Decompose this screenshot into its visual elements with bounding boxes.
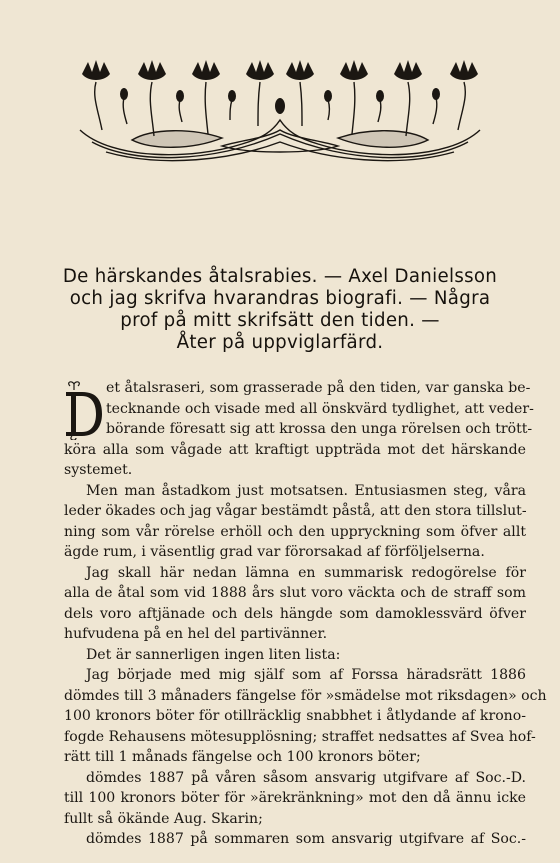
text-line: köra alla som vågade att kraftigt uppträda mot det härskande bbox=[64, 441, 526, 458]
text-line: et åtalsraseri, som grasserade på den tiden, var ganska be- bbox=[106, 380, 531, 396]
text-line: dömdes 1887 på våren såsom ansvarig utgifvare af Soc.-D. bbox=[86, 769, 526, 786]
text-line: börande föresatt sig att krossa den unga rörelsen och trött- bbox=[106, 421, 533, 437]
text-line: leder ökades och jag vågar bestämdt påstå, att den stora tillslut- bbox=[64, 503, 527, 519]
heading-line: De härskandes åtalsrabies. — Axel Danielsson bbox=[62, 266, 498, 287]
text-line: tecknande och visade med all önskvärd tydlighet, att veder- bbox=[106, 400, 534, 417]
text-line: ning som vår rörelse erhöll och den uppryckning som öfver allt bbox=[64, 523, 526, 540]
chapter-heading bbox=[40, 266, 520, 354]
text-line: dömdes till 3 månaders fängelse för »smädelse mot riksdagen» och bbox=[64, 687, 547, 704]
heading-line: Åter på uppviglarfärd. bbox=[176, 332, 384, 353]
text-line: Jag skall här nedan lämna en summarisk redogörelse för bbox=[86, 564, 526, 581]
heading-line: och jag skrifva hvarandras biografi. — Några bbox=[69, 288, 491, 309]
text-line: systemet. bbox=[64, 462, 133, 478]
text-line: dömdes 1887 på sommaren som ansvarig utgifvare af Soc.- bbox=[86, 831, 526, 847]
text-line: Det är sannerligen ingen liten lista: bbox=[86, 646, 341, 663]
water-lily-ornament bbox=[72, 60, 488, 168]
text-line: rätt till 1 månads fängelse och 100 kronors böter; bbox=[64, 749, 421, 765]
body-text bbox=[64, 378, 547, 850]
text-line: dels voro aftjänade och dels hängde som damoklessvärd öfver bbox=[64, 605, 526, 622]
text-line: 100 kronors böter för otillräcklig snabbhet i åtlydande af krono- bbox=[64, 708, 526, 724]
heading-line: prof på mitt skrifsätt den tiden. — bbox=[120, 310, 440, 331]
text-line: Jag började med mig själf som af Forssa häradsrätt 1886 bbox=[86, 667, 526, 683]
text-line: fogde Rehausens mötesupplösning; straffet nedsattes af Svea hof- bbox=[64, 728, 536, 745]
text-line: till 100 kronors böter för »ärekränkning» mot den då ännu icke bbox=[64, 790, 526, 806]
drop-cap-d bbox=[62, 380, 102, 440]
text-line: ägde rum, i väsentlig grad var förorsakad af förföljelserna. bbox=[64, 544, 485, 560]
text-line: hufvudena på en hel del partivänner. bbox=[64, 626, 328, 642]
text-line: fullt så ökände Aug. Skarin; bbox=[64, 810, 263, 827]
text-line: alla de åtal som vid 1888 års slut voro väckta och de straff som bbox=[64, 585, 526, 601]
text-line: Men man åstadkom just motsatsen. Entusiasmen steg, våra bbox=[86, 482, 526, 499]
